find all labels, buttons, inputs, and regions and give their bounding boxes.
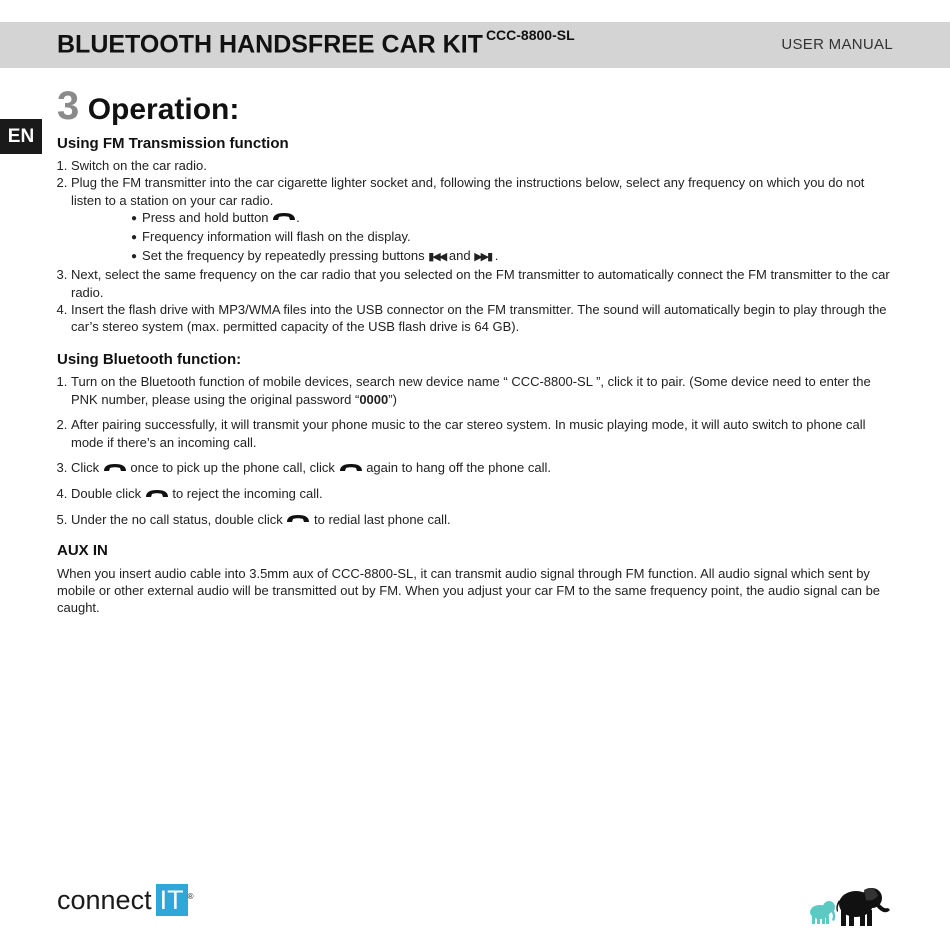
fm-heading: Using FM Transmission function [57, 135, 289, 152]
connect-it-logo: connect IT ® [57, 885, 194, 915]
section-number: 3 [57, 84, 80, 128]
phone-handset-icon [103, 464, 127, 472]
fm-steps [57, 157, 897, 335]
list-item: 4. Insert the flash drive with MP3/WMA files into the USB connector on the FM transmitter. The sound will automatically begin to play through the car’s stereo system (max. permitted capacity of the USB flash drive is 64 GB). [71, 301, 897, 335]
bullet-item: ● Frequency information will flash on the display. [131, 228, 897, 247]
list-item: 3. Next, select the same frequency on the car radio that you selected on the FM transmitter to automatically connect the FM transmitter to the car radio. [71, 266, 897, 300]
list-item: 1. Switch on the car radio. [71, 157, 897, 174]
next-track-icon: ▶▶▮ [474, 251, 492, 264]
list-item: 3. Click once to pick up the phone call, click again to hang off the phone call. [71, 459, 897, 476]
phone-handset-icon [272, 213, 296, 221]
phone-handset-icon [339, 464, 363, 472]
bluetooth-steps [57, 373, 897, 527]
aux-text: When you insert audio cable into 3.5mm aux of CCC-8800-SL, it can transmit audio signal through FM function. All audio signal which sent by mobile or other external audio will be transmitted out by FM. When you adjust your car FM to the same frequency point, the audio signal can be caught. [57, 565, 881, 615]
elephant-logo-icon [804, 880, 896, 928]
content [57, 135, 897, 616]
section-heading [57, 84, 239, 129]
list-item: 5. Under the no call status, double click to redial last phone call. [71, 511, 897, 528]
default-password: 0000 [359, 391, 389, 407]
bluetooth-heading: Using Bluetooth function: [57, 351, 242, 369]
document-title: BLUETOOTH HANDSFREE CAR KIT $^{CCC-8800-SL}$ [57, 27, 575, 59]
bullet-item: ● Press and hold button . [131, 209, 897, 228]
section-title: Operation: [87, 93, 240, 126]
previous-track-icon: ▮◀◀ [428, 251, 446, 264]
phone-handset-icon [145, 490, 169, 498]
language-tab: EN [0, 119, 42, 154]
list-item: 2. Plug the FM transmitter into the car cigarette lighter socket and, following the instructions below, select any frequency on which you do not listen to a station on your car radio. ● Press and hold button . ● Frequency information will flash on the display. ● Set the frequency by repeatedly pressing buttons ▮◀◀ and ▶▶▮ . [71, 174, 897, 266]
model-number: CCC-8800-SL [485, 27, 575, 43]
aux-heading: AUX IN [57, 542, 108, 560]
list-item: 1. Turn on the Bluetooth function of mobile devices, search new device name “ CCC-8800-SL ”, click it to pair. (Some device need to enter the PNK number, please using the original password “0000”) [71, 373, 897, 407]
manual-label: USER MANUAL [781, 36, 893, 53]
list-item: 2. After pairing successfully, it will transmit your phone music to the car stereo system. In music playing mode, it will auto switch to phone call mode if there’s an incoming call. [71, 416, 897, 450]
phone-handset-icon [286, 515, 310, 523]
list-item: 4. Double click to reject the incoming call. [71, 485, 897, 502]
bullet-item: ● Set the frequency by repeatedly pressing buttons ▮◀◀ and ▶▶▮ . [131, 247, 897, 266]
fm-bullets [71, 209, 897, 267]
